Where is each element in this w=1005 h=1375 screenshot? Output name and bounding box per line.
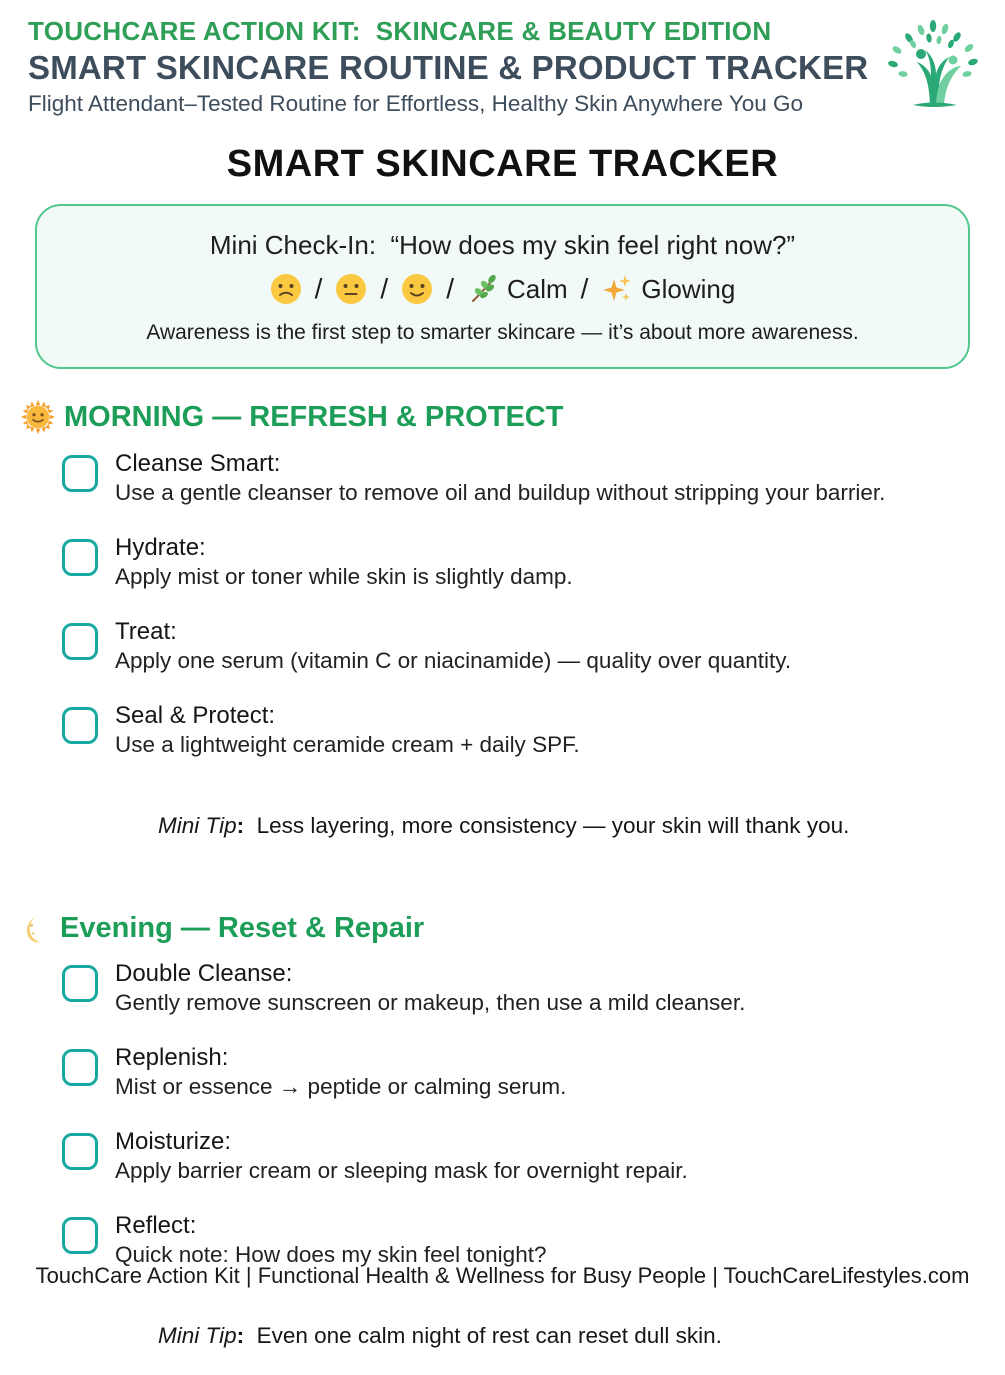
item-title: Cleanse Smart: (115, 450, 281, 478)
item-description: Use a lightweight ceramide cream + daily SPF. (115, 731, 580, 757)
crescent-moon-icon (20, 911, 52, 945)
item-title: Moisturize: (115, 1128, 232, 1156)
document-subtitle: Flight Attendant–Tested Routine for Effortless, Healthy Skin Anywhere You Go (28, 90, 804, 116)
document-title: SMART SKINCARE ROUTINE & PRODUCT TRACKER (28, 48, 869, 86)
herb-icon (467, 273, 499, 305)
scale-separator: / (314, 273, 323, 305)
checkbox-double-cleanse[interactable] (62, 965, 98, 1002)
checklist-item (20, 703, 977, 757)
tip-text: Less layering, more consistency — your skin will thank you. (244, 813, 850, 839)
tree-people-logo-icon (883, 16, 983, 116)
scale-separator: / (580, 273, 589, 305)
item-title: Treat: (115, 618, 177, 646)
checkbox-seal-protect[interactable] (62, 707, 98, 744)
item-description: Apply one serum (vitamin C or niacinamide) — quality over quantity. (115, 647, 792, 673)
tip-label: Mini Tip (158, 1323, 237, 1349)
mood-option-glowing[interactable] (601, 273, 735, 305)
sad-face-icon (270, 273, 302, 305)
mood-label-glowing: Glowing (641, 273, 736, 304)
item-title: Hydrate: (115, 534, 206, 562)
kit-kicker: TOUCHCARE ACTION KIT: SKINCARE & BEAUTY EDITION (28, 16, 772, 46)
checkbox-cleanse-smart[interactable] (62, 455, 98, 492)
mood-option-happy[interactable] (401, 273, 433, 305)
neutral-face-icon (335, 273, 367, 305)
evening-section-title: Evening — Reset & Repair (60, 911, 425, 944)
checklist-item (20, 451, 977, 505)
item-title: Replenish: (115, 1044, 229, 1072)
scale-separator: / (446, 273, 454, 305)
item-description: Apply mist or toner while skin is slightly damp. (115, 563, 573, 589)
mood-scale (57, 273, 948, 305)
checklist-item (20, 1213, 977, 1267)
checkbox-moisturize[interactable] (62, 1133, 98, 1170)
tip-colon: : (236, 813, 245, 839)
item-description: Gently remove sunscreen or makeup, then use a mild cleanser. (115, 989, 746, 1015)
morning-section-header (20, 399, 977, 435)
checklist-item (20, 1129, 977, 1183)
page-header (0, 0, 1005, 117)
checklist-item (20, 1045, 977, 1099)
page-title: SMART SKINCARE TRACKER (226, 143, 779, 186)
item-title: Reflect: (115, 1212, 197, 1240)
checkbox-hydrate[interactable] (62, 539, 98, 576)
page-footer: TouchCare Action Kit | Functional Health & Wellness for Busy People | TouchCareLifestyles.com (35, 1263, 970, 1288)
checklist-item (20, 961, 977, 1015)
checkbox-reflect[interactable] (62, 1217, 98, 1254)
item-description: Mist or essence → peptide or calming serum. (115, 1073, 567, 1099)
checkbox-replenish[interactable] (62, 1049, 98, 1086)
checklist-item (20, 535, 977, 589)
morning-mini-tip (133, 787, 977, 865)
item-description: Apply barrier cream or sleeping mask for overnight repair. (115, 1157, 688, 1183)
mood-option-calm[interactable] (467, 273, 568, 305)
tip-colon: : (236, 1323, 245, 1349)
evening-mini-tip (133, 1297, 977, 1375)
checkin-note: Awareness is the first step to smarter skincare — it’s about more awareness. (146, 321, 859, 345)
checkbox-treat[interactable] (62, 623, 98, 660)
mini-checkin-box (35, 204, 970, 369)
sparkles-icon (601, 273, 633, 305)
mood-label-calm: Calm (506, 273, 568, 304)
section-evening (20, 911, 977, 1375)
section-morning (20, 399, 977, 865)
item-title: Seal & Protect: (115, 702, 276, 730)
mood-option-sad[interactable] (270, 273, 302, 305)
mood-option-neutral[interactable] (335, 273, 367, 305)
tip-text: Even one calm night of rest can reset dull skin. (244, 1323, 722, 1349)
evening-section-header (20, 911, 977, 945)
checklist-item (20, 619, 977, 673)
smiling-face-icon (401, 273, 433, 305)
sun-with-face-icon (20, 399, 56, 435)
item-title: Double Cleanse: (115, 960, 293, 988)
item-description: Quick note: How does my skin feel tonight? (115, 1241, 547, 1267)
morning-section-title: MORNING — REFRESH & PROTECT (64, 400, 564, 433)
item-description: Use a gentle cleanser to remove oil and buildup without stripping your barrier. (115, 479, 886, 505)
checkin-question: Mini Check-In: “How does my skin feel right now?” (209, 230, 796, 261)
tip-label: Mini Tip (158, 813, 237, 839)
scale-separator: / (380, 273, 389, 305)
